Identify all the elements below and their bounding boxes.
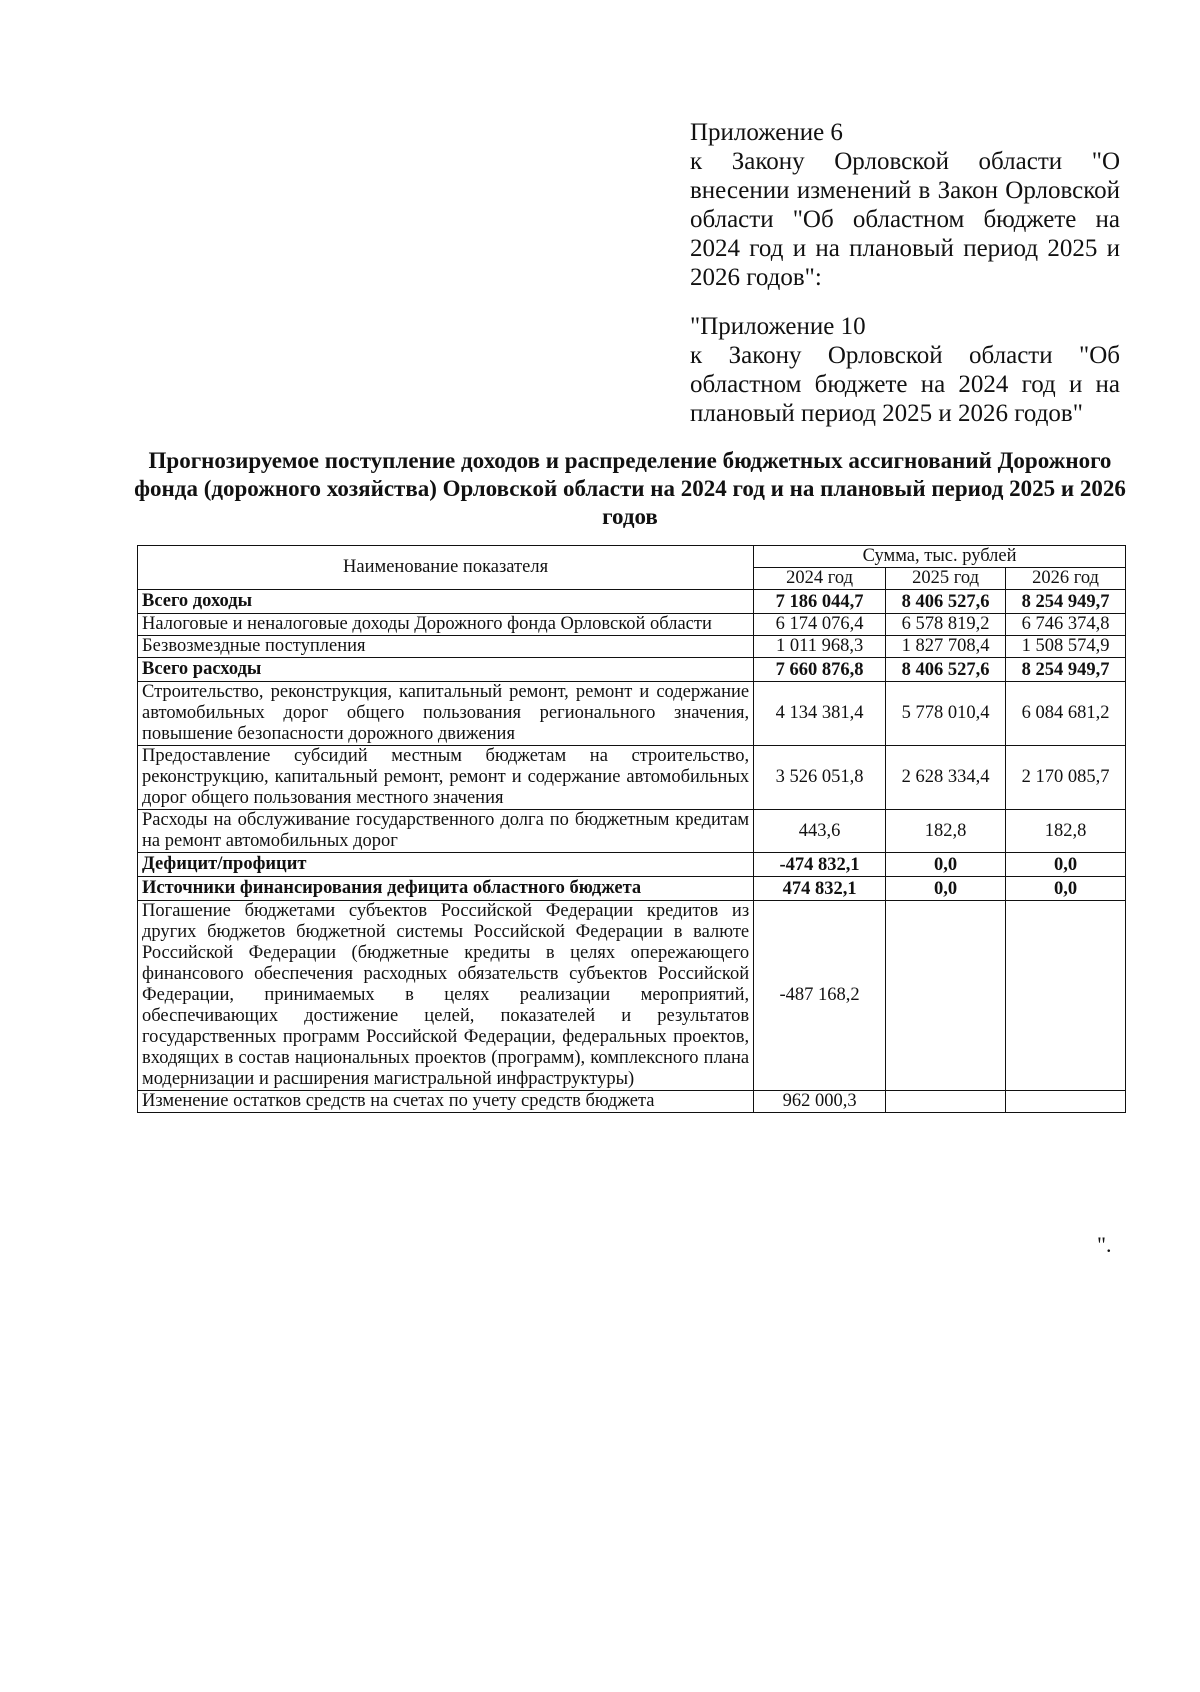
row-label: Расходы на обслуживание государственного долга по бюджетным кредитам на ремонт автомобильных дорог <box>138 810 754 853</box>
document-title: Прогнозируемое поступление доходов и распределение бюджетных ассигнований Дорожного фонда (дорожного хозяйства) Орловской области на 2024 год и на плановый период 2025 и 2026 годов <box>134 448 1126 529</box>
row-label: Дефицит/профицит <box>138 853 754 877</box>
header-year-2026: 2026 год <box>1006 568 1126 590</box>
value-2026: 6 084 681,2 <box>1006 682 1126 746</box>
value-2024: 474 832,1 <box>754 877 886 901</box>
header-year-2024: 2024 год <box>754 568 886 590</box>
row-label: Предоставление субсидий местным бюджетам на строительство, реконструкцию, капитальный ремонт, ремонт и содержание автомобильных дорог общего пользования местного значения <box>138 746 754 810</box>
value-2024: 1 011 968,3 <box>754 636 886 658</box>
value-2025 <box>886 1091 1006 1113</box>
row-label: Безвозмездные поступления <box>138 636 754 658</box>
row-total-expenses <box>138 658 1126 682</box>
row-road-construction <box>138 682 1126 746</box>
value-2025: 5 778 010,4 <box>886 682 1006 746</box>
value-2024: -487 168,2 <box>754 901 886 1091</box>
value-2024: -474 832,1 <box>754 853 886 877</box>
closing-quote: ". <box>1097 1232 1112 1257</box>
value-2024: 443,6 <box>754 810 886 853</box>
row-total-income <box>138 590 1126 614</box>
header-sum: Сумма, тыс. рублей <box>754 546 1126 568</box>
row-label: Строительство, реконструкция, капитальный ремонт, ремонт и содержание автомобильных дорог общего пользования регионального значения, повышение безопасности дорожного движения <box>138 682 754 746</box>
value-2025: 8 406 527,6 <box>886 590 1006 614</box>
road-fund-table <box>137 545 1126 1113</box>
appendix-original-reference: к Закону Орловской области "Об областном бюджете на 2024 год и на плановый период 2025 и 2026 годов" <box>690 342 1120 427</box>
appendix-original-number: "Приложение 10 <box>690 313 866 340</box>
value-2026 <box>1006 1091 1126 1113</box>
row-debt-service <box>138 810 1126 853</box>
value-2026: 2 170 085,7 <box>1006 746 1126 810</box>
value-2025: 6 578 819,2 <box>886 614 1006 636</box>
value-2026: 1 508 574,9 <box>1006 636 1126 658</box>
row-balance-change <box>138 1091 1126 1113</box>
value-2026: 0,0 <box>1006 853 1126 877</box>
value-2024: 7 660 876,8 <box>754 658 886 682</box>
value-2024: 962 000,3 <box>754 1091 886 1113</box>
value-2025: 182,8 <box>886 810 1006 853</box>
table-header-row <box>138 546 1126 568</box>
value-2025: 0,0 <box>886 877 1006 901</box>
value-2024: 4 134 381,4 <box>754 682 886 746</box>
row-local-subsidies <box>138 746 1126 810</box>
row-tax-income <box>138 614 1126 636</box>
row-label: Налоговые и неналоговые доходы Дорожного фонда Орловской области <box>138 614 754 636</box>
value-2024: 6 174 076,4 <box>754 614 886 636</box>
row-label: Погашение бюджетами субъектов Российской Федерации кредитов из других бюджетов бюджетной системы Российской Федерации в валюте Российской Федерации (бюджетные кредиты в целях опережающего финансового обеспечения расходных обязательств субъектов Российской Федерации, принимаемых в целях реализации мероприятий, обеспечивающих достижение целей, показателей и результатов государственных программ Российской Федерации, федеральных проектов, входящих в состав национальных проектов (программ), комплексного плана модернизации и расширения магистральной инфраструктуры) <box>138 901 754 1091</box>
value-2025 <box>886 901 1006 1091</box>
row-deficit <box>138 853 1126 877</box>
value-2026: 8 254 949,7 <box>1006 590 1126 614</box>
value-2025: 8 406 527,6 <box>886 658 1006 682</box>
value-2026: 6 746 374,8 <box>1006 614 1126 636</box>
row-label: Всего расходы <box>138 658 754 682</box>
value-2024: 7 186 044,7 <box>754 590 886 614</box>
row-label: Всего доходы <box>138 590 754 614</box>
appendix-header <box>690 118 1120 428</box>
value-2024: 3 526 051,8 <box>754 746 886 810</box>
row-label: Изменение остатков средств на счетах по учету средств бюджета <box>138 1091 754 1113</box>
header-year-2025: 2025 год <box>886 568 1006 590</box>
value-2026: 8 254 949,7 <box>1006 658 1126 682</box>
value-2026: 0,0 <box>1006 877 1126 901</box>
row-grants <box>138 636 1126 658</box>
value-2026: 182,8 <box>1006 810 1126 853</box>
value-2025: 2 628 334,4 <box>886 746 1006 810</box>
appendix-reference: к Закону Орловской области "О внесении изменений в Закон Орловской области "Об областном бюджете на 2024 год и на плановый период 2025 и 2026 годов": <box>690 148 1120 291</box>
value-2025: 1 827 708,4 <box>886 636 1006 658</box>
row-deficit-sources <box>138 877 1126 901</box>
value-2026 <box>1006 901 1126 1091</box>
value-2025: 0,0 <box>886 853 1006 877</box>
header-indicator-name: Наименование показателя <box>138 546 754 590</box>
appendix-number: Приложение 6 <box>690 119 843 146</box>
row-label: Источники финансирования дефицита областного бюджета <box>138 877 754 901</box>
row-credit-repayment <box>138 901 1126 1091</box>
